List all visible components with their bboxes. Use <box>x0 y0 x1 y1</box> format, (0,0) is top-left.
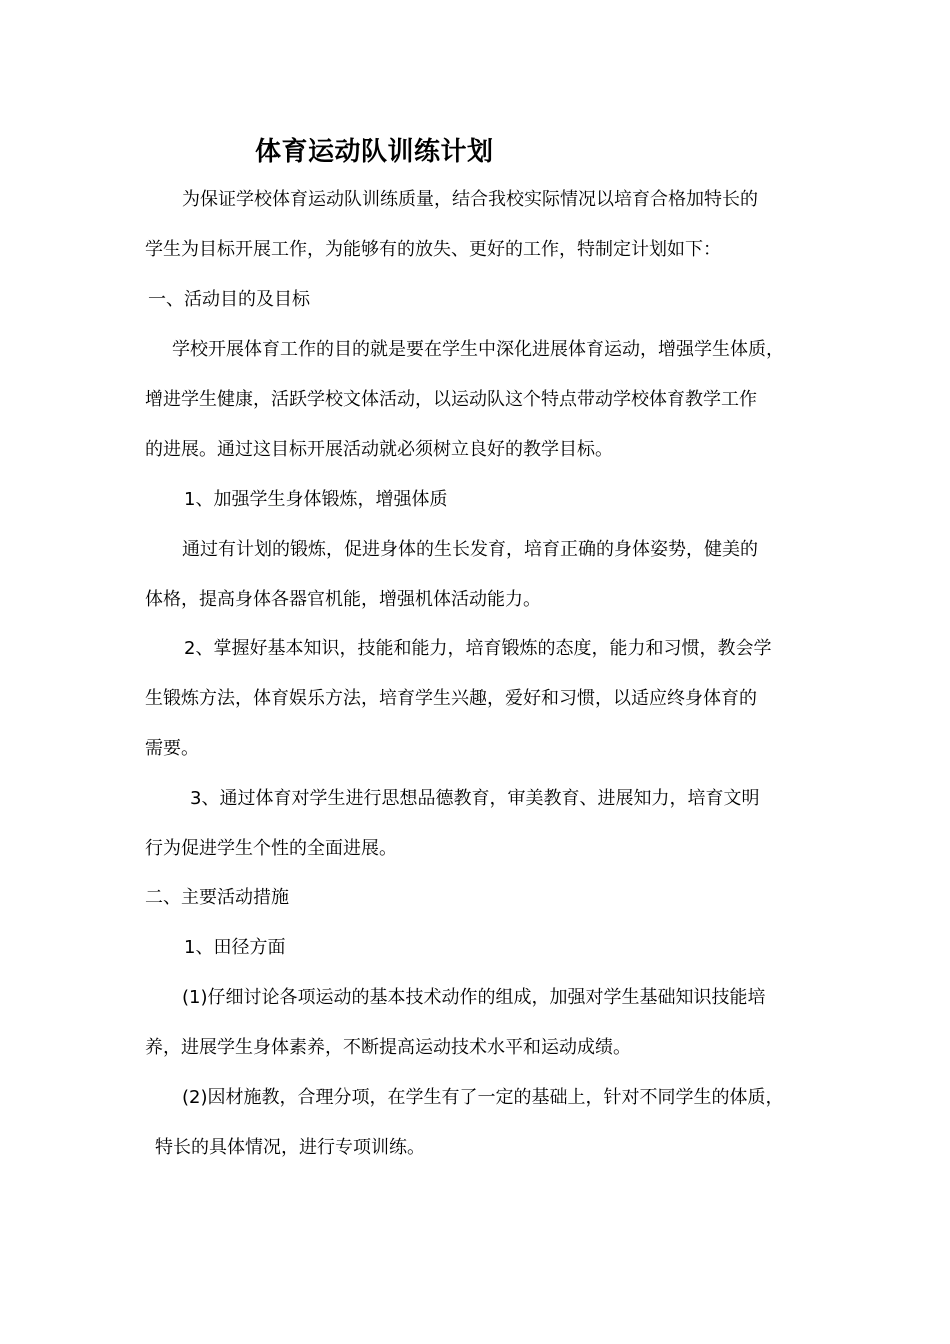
paragraph-line: (2)因材施教，合理分项，在学生有了一定的基础上，针对不同学生的体质， <box>182 1087 784 1108</box>
subsection-heading: 1、加强学生身体锻炼，增强体质 <box>184 489 448 510</box>
paragraph-line: 体格，提高身体各器官机能，增强机体活动能力。 <box>145 589 541 610</box>
document-title: 体育运动队训练计划 <box>255 137 494 167</box>
paragraph-line: 增进学生健康，活跃学校文体活动，以运动队这个特点带动学校体育教学工作 <box>145 389 757 410</box>
paragraph-line: 生锻炼方法，体育娱乐方法，培育学生兴趣，爱好和习惯，以适应终身体育的 <box>145 688 757 709</box>
paragraph-line: 学校开展体育工作的目的就是要在学生中深化进展体育运动，增强学生体质， <box>172 339 784 360</box>
paragraph-line: 学生为目标开展工作，为能够有的放失、更好的工作，特制定计划如下： <box>145 239 721 260</box>
paragraph-line: 2、掌握好基本知识，技能和能力，培育锻炼的态度，能力和习惯，教会学 <box>184 638 772 659</box>
paragraph-line: 为保证学校体育运动队训练质量，结合我校实际情况以培育合格加特长的 <box>182 189 758 210</box>
section-heading: 二、主要活动措施 <box>145 887 289 908</box>
subsection-heading: 1、田径方面 <box>184 937 286 958</box>
paragraph-line: 需要。 <box>145 738 199 759</box>
paragraph-line: 3、通过体育对学生进行思想品德教育，审美教育、进展知力，培育文明 <box>190 788 760 809</box>
paragraph-line: 通过有计划的锻炼，促进身体的生长发育，培育正确的身体姿势，健美的 <box>182 539 758 560</box>
section-heading: 一、活动目的及目标 <box>148 289 310 310</box>
paragraph-line: 特长的具体情况，进行专项训练。 <box>155 1137 425 1158</box>
paragraph-line: 的进展。通过这目标开展活动就必须树立良好的教学目标。 <box>145 439 613 460</box>
paragraph-line: 养，进展学生身体素养，不断提高运动技术水平和运动成绩。 <box>145 1037 631 1058</box>
paragraph-line: (1)仔细讨论各项运动的基本技术动作的组成，加强对学生基础知识技能培 <box>182 987 766 1008</box>
paragraph-line: 行为促进学生个性的全面进展。 <box>145 838 397 859</box>
